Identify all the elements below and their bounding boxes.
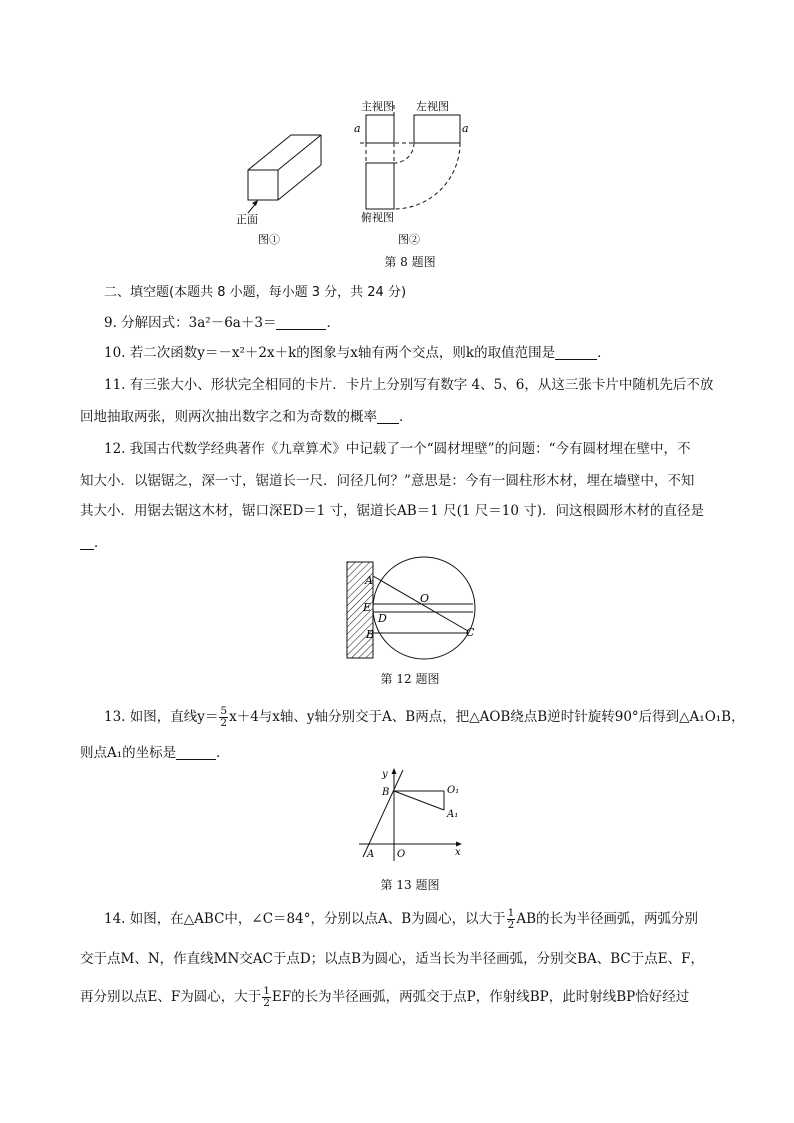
dimension-a-left: a [354,122,361,135]
log-circle [373,557,475,659]
x-axis-arrowhead [456,842,462,847]
point-A1: A₁ [447,809,459,820]
question-13-pre: 13. 如图，直线y＝ [104,709,219,725]
question-14-line-2: 交于点M、N，作直线MN交AC于点D；以点B为圆心，适当长为半径画弧，分别交BA、BC于点E、F， [80,951,704,967]
question-11-line-1: 11. 有三张大小、形状完全相同的卡片．卡片上分别写有数字 4、5、6，从这三张卡片中随机先后不放 [104,377,714,393]
point-D: D [378,612,387,625]
fraction-one-half [262,986,271,1009]
fraction-five-halves [219,706,228,729]
question-14-l1-post: AB的长为半径画弧，两弧分别 [516,911,698,927]
question-14-line-3 [80,984,689,1010]
question-12-line-2: 知大小．以锯锯之，深一寸，锯道长一尺．问径几何？”意思是：今有一圆柱形木材，埋在墙壁中，不知 [80,473,695,489]
point-B: B [382,787,390,798]
answer-blank [276,316,326,330]
answer-blank [555,346,597,360]
figure-12-caption: 第 12 题图 [380,672,440,686]
fraction-denominator: 2 [263,997,270,1009]
front-view-label: 主视图 [361,100,394,113]
section-title: 二、填空题(本题共 8 小题，每小题 3 分，共 24 分) [104,285,407,300]
point-B: B [366,628,375,641]
question-9-text: 9. 分解因式：3a²－6a＋3＝ [104,315,277,331]
question-11-text: 回地抽取两张，则两次抽出数字之和为奇数的概率 [80,409,377,425]
figure-8-sub2: 图② [398,233,420,246]
point-E: E [363,601,372,614]
question-13-post: x＋4与x轴、y轴分别交于A、B两点，把△AOB绕点B逆时针旋转90°后得到△A₁O₁B， [229,709,745,725]
figure-8-caption: 第 8 题图 [384,255,436,269]
question-13-text: 则点A₁的坐标是 [80,745,177,761]
fraction-denominator: 2 [507,919,515,931]
front-face-arrowhead [252,200,258,206]
question-12-line-1: 12. 我国古代数学经典著作《九章算术》中记载了一个“圆材埋壁”的问题：“今有圆材埋在壁中，不 [104,441,691,457]
point-C: C [466,626,475,639]
answer-blank [80,536,94,550]
figure-13-caption: 第 13 题图 [380,878,440,892]
point-O1: O₁ [447,785,460,796]
view-guide-lines [360,105,460,209]
front-face-label: 正面 [236,213,258,226]
answer-blank [377,410,399,424]
figure-8 [230,95,480,245]
top-view-label: 俯视图 [361,211,394,224]
fraction-one-half [507,908,516,931]
question-9: 9. 分解因式：3a²－6a＋3＝ ． [104,315,340,331]
y-axis-label: y [382,769,388,780]
x-axis-label: x [455,847,461,858]
fraction-numerator: 1 [263,985,270,997]
answer-blank [176,746,216,760]
fraction-numerator: 5 [220,705,228,717]
point-O: O [420,592,430,605]
question-13-line-2: 则点A₁的坐标是 ． [80,745,230,761]
axes [359,771,459,861]
figure-12 [340,556,490,664]
question-14-l3-post: EF的长为半径画弧，两弧交于点P，作射线BP，此时射线BP恰好经过 [271,989,690,1005]
question-12-end: ． [94,535,108,551]
side-view-label: 左视图 [416,100,449,113]
question-13-line-1 [104,704,745,730]
fraction-numerator: 1 [507,907,515,919]
three-views-drawing [366,115,460,209]
cuboid-drawing [248,135,321,200]
fraction-denominator: 2 [220,717,228,729]
question-14-l3-pre: 再分别以点E、F为圆心，大于 [80,989,262,1005]
question-14-line-1 [104,906,698,932]
question-12-line-4 [80,534,108,552]
question-10-text: 10. 若二次函数y＝－x²＋2x＋k的图象与x轴有两个交点，则k的取值范围是 [104,345,556,361]
question-12-line-3: 其大小．用锯去锯这木材，锯口深ED＝1 寸，锯道长AB＝1 尺(1 尺＝10 寸)．问这根圆形木材的直径是 [80,503,704,519]
question-11-line-2: 回地抽取两张，则两次抽出数字之和为奇数的概率 ． [80,409,413,425]
question-14-l1-pre: 14. 如图，在△ABC中，∠C＝84°，分别以点A、B为圆心，以大于 [104,911,506,927]
point-O: O [397,849,406,860]
question-10: 10. 若二次函数y＝－x²＋2x＋k的图象与x轴有两个交点，则k的取值范围是 ． [104,345,611,361]
dimension-a-right: a [462,122,469,135]
point-A: A [367,849,375,860]
point-A: A [365,574,373,587]
figure-13 [355,765,470,865]
y-axis-arrowhead [392,768,397,774]
figure-8-sub1: 图① [258,233,280,246]
